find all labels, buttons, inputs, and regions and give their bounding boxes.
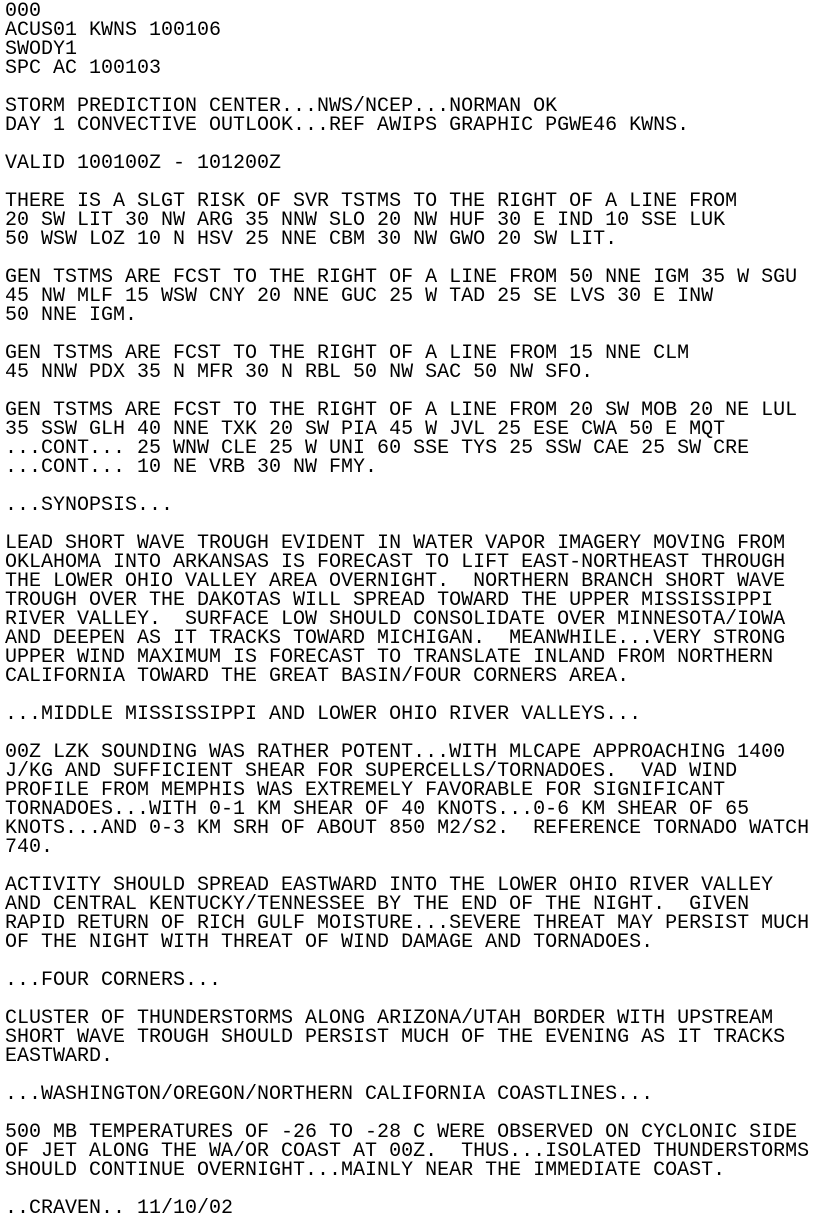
text-line: J/KG AND SUFFICIENT SHEAR FOR SUPERCELLS/TORNADOES. VAD WIND <box>5 760 738 783</box>
text-line: 45 NNW PDX 35 N MFR 30 N RBL 50 NW SAC 50 NW SFO. <box>5 361 594 384</box>
text-line: SWODY1 <box>5 38 78 61</box>
text-line: VALID 100100Z - 101200Z <box>5 152 282 175</box>
text-line: GEN TSTMS ARE FCST TO THE RIGHT OF A LINE FROM 20 SW MOB 20 NE LUL <box>5 399 798 422</box>
text-line: GEN TSTMS ARE FCST TO THE RIGHT OF A LINE FROM 50 NNE IGM 35 W SGU <box>5 266 798 289</box>
text-line: ...CONT... 10 NE VRB 30 NW FMY. <box>5 456 378 479</box>
text-line: AND DEEPEN AS IT TRACKS TOWARD MICHIGAN. MEANWHILE...VERY STRONG <box>5 627 786 650</box>
text-line: LEAD SHORT WAVE TROUGH EVIDENT IN WATER VAPOR IMAGERY MOVING FROM <box>5 532 786 555</box>
text-line: ..CRAVEN.. 11/10/02 <box>5 1197 234 1217</box>
text-line: 00Z LZK SOUNDING WAS RATHER POTENT...WITH MLCAPE APPROACHING 1400 <box>5 741 786 764</box>
text-line: KNOTS...AND 0-3 KM SRH OF ABOUT 850 M2/S2. REFERENCE TORNADO WATCH <box>5 817 810 840</box>
text-line: SHOULD CONTINUE OVERNIGHT...MAINLY NEAR THE IMMEDIATE COAST. <box>5 1159 726 1182</box>
text-line: OKLAHOMA INTO ARKANSAS IS FORECAST TO LIFT EAST-NORTHEAST THROUGH <box>5 551 786 574</box>
text-line: 500 MB TEMPERATURES OF -26 TO -28 C WERE OBSERVED ON CYCLONIC SIDE <box>5 1121 798 1144</box>
text-line: OF THE NIGHT WITH THREAT OF WIND DAMAGE AND TORNADOES. <box>5 931 654 954</box>
text-line: ACTIVITY SHOULD SPREAD EASTWARD INTO THE LOWER OHIO RIVER VALLEY <box>5 874 774 897</box>
text-line: 45 NW MLF 15 WSW CNY 20 NNE GUC 25 W TAD 25 SE LVS 30 E INW <box>5 285 714 308</box>
text-line: EASTWARD. <box>5 1045 114 1068</box>
text-line: CLUSTER OF THUNDERSTORMS ALONG ARIZONA/UTAH BORDER WITH UPSTREAM <box>5 1007 774 1030</box>
text-line: 50 NNE IGM. <box>5 304 138 327</box>
text-line: UPPER WIND MAXIMUM IS FORECAST TO TRANSLATE INLAND FROM NORTHERN <box>5 646 774 669</box>
text-line: SHORT WAVE TROUGH SHOULD PERSIST MUCH OF THE EVENING AS IT TRACKS <box>5 1026 786 1049</box>
text-line: RIVER VALLEY. SURFACE LOW SHOULD CONSOLIDATE OVER MINNESOTA/IOWA <box>5 608 786 631</box>
text-line: THE LOWER OHIO VALLEY AREA OVERNIGHT. NORTHERN BRANCH SHORT WAVE <box>5 570 786 593</box>
text-line: 000 <box>5 0 42 23</box>
text-line: OF JET ALONG THE WA/OR COAST AT 00Z. THUS...ISOLATED THUNDERSTORMS <box>5 1140 810 1163</box>
text-line: TORNADOES...WITH 0-1 KM SHEAR OF 40 KNOTS...0-6 KM SHEAR OF 65 <box>5 798 750 821</box>
text-line: DAY 1 CONVECTIVE OUTLOOK...REF AWIPS GRAPHIC PGWE46 KWNS. <box>5 114 690 137</box>
text-line: ...SYNOPSIS... <box>5 494 174 517</box>
text-line: ...WASHINGTON/OREGON/NORTHERN CALIFORNIA COASTLINES... <box>5 1083 654 1106</box>
text-line: ...MIDDLE MISSISSIPPI AND LOWER OHIO RIVER VALLEYS... <box>5 703 642 726</box>
text-line: 35 SSW GLH 40 NNE TXK 20 SW PIA 45 W JVL 25 ESE CWA 50 E MQT <box>5 418 726 441</box>
text-line: ...CONT... 25 WNW CLE 25 W UNI 60 SSE TYS 25 SSW CAE 25 SW CRE <box>5 437 750 460</box>
text-line: STORM PREDICTION CENTER...NWS/NCEP...NORMAN OK <box>5 95 558 118</box>
text-line: SPC AC 100103 <box>5 57 162 80</box>
text-line: PROFILE FROM MEMPHIS WAS EXTREMELY FAVORABLE FOR SIGNIFICANT <box>5 779 726 802</box>
text-line: ACUS01 KWNS 100106 <box>5 19 222 42</box>
text-line: THERE IS A SLGT RISK OF SVR TSTMS TO THE RIGHT OF A LINE FROM <box>5 190 738 213</box>
text-line: RAPID RETURN OF RICH GULF MOISTURE...SEVERE THREAT MAY PERSIST MUCH <box>5 912 810 935</box>
text-line: CALIFORNIA TOWARD THE GREAT BASIN/FOUR CORNERS AREA. <box>5 665 630 688</box>
text-line: TROUGH OVER THE DAKOTAS WILL SPREAD TOWARD THE UPPER MISSISSIPPI <box>5 589 774 612</box>
text-line: 50 WSW LOZ 10 N HSV 25 NNE CBM 30 NW GWO 20 SW LIT. <box>5 228 618 251</box>
text-line: GEN TSTMS ARE FCST TO THE RIGHT OF A LINE FROM 15 NNE CLM <box>5 342 690 365</box>
text-line: 740. <box>5 836 54 859</box>
text-line: ...FOUR CORNERS... <box>5 969 222 992</box>
text-line: AND CENTRAL KENTUCKY/TENNESSEE BY THE END OF THE NIGHT. GIVEN <box>5 893 750 916</box>
text-line: 20 SW LIT 30 NW ARG 35 NNW SLO 20 NW HUF 30 E IND 10 SSE LUK <box>5 209 726 232</box>
